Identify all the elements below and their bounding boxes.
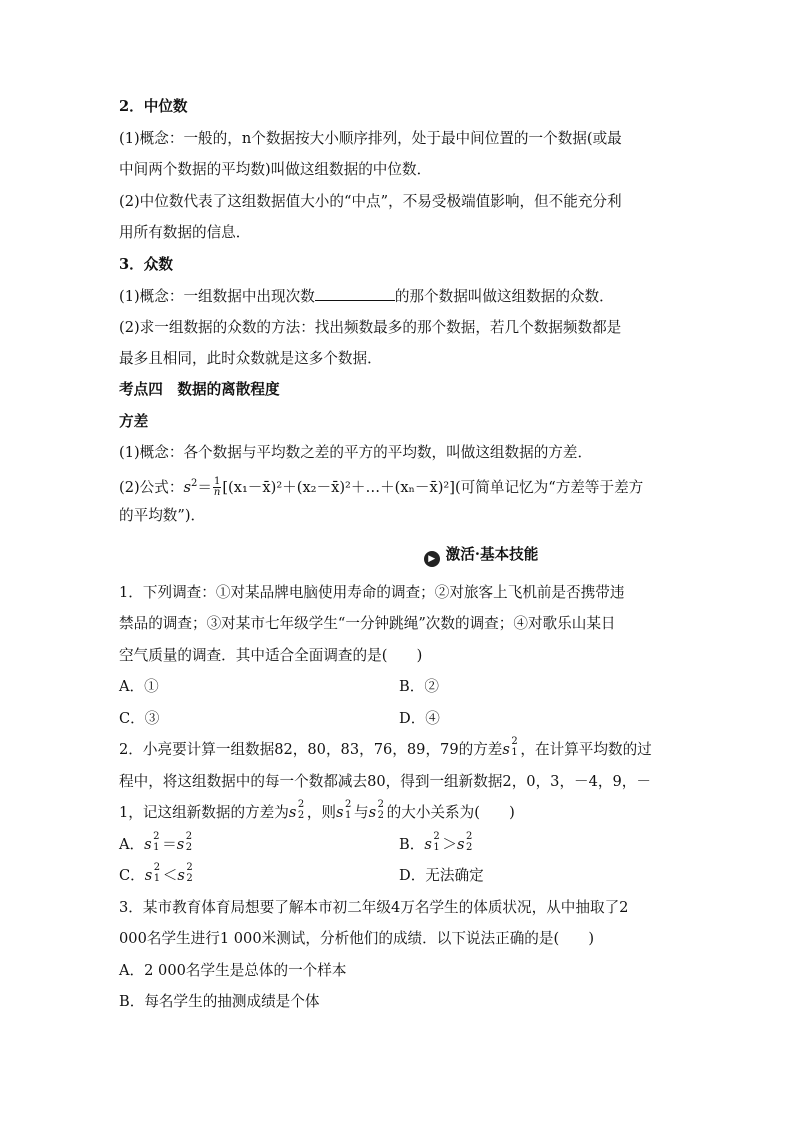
q2-line3: [119, 799, 515, 823]
q2-option-c-label: C．: [119, 867, 145, 884]
relation-greater: ＞: [442, 836, 457, 853]
q2-option-a[interactable]: [119, 831, 195, 855]
s1-squared: s 2 1: [424, 831, 440, 853]
mode-concept-pre: (1)概念：一组数据中出现次数: [119, 288, 315, 305]
dispersion-heading: 考点四 数据的离散程度: [119, 381, 280, 398]
q1-option-a[interactable]: A．①: [119, 678, 159, 695]
mode-method-line1: (2)求一组数据的众数的方法：找出频数最多的那个数据，若几个数据频数都是: [119, 319, 622, 336]
q2-line1: [119, 736, 652, 760]
q1-line3: 空气质量的调查．其中适合全面调查的是( ): [119, 647, 423, 664]
fill-in-blank[interactable]: [315, 286, 395, 301]
q1-option-b[interactable]: B．②: [399, 678, 439, 695]
s2-squared: s 2 2: [288, 799, 305, 821]
formula-postfix: (可简单记忆为“方差等于差方: [454, 478, 644, 496]
q1-line2: 禁品的调查；③对某市七年级学生“一分钟跳绳”次数的调查；④对歌乐山某日: [119, 615, 616, 632]
formula-prefix: (2)公式：: [119, 478, 184, 496]
variance-formula: (2)公式：$s^2=$ $\frac{1}{n}$ [(x₁－x̄)²＋(x₂－x̄)²＋…＋(xₙ－x̄)²](可简单记忆为“方差等于差方: [119, 476, 644, 499]
section-banner: [316, 545, 646, 567]
q2-line3-c: 与: [354, 804, 369, 821]
q1-option-c[interactable]: C．③: [119, 710, 160, 727]
q2-line2: 程中，将这组数据中的每一个数都减去80，得到一组新数据2，0，3，－4，9，－: [119, 773, 651, 790]
q2-line1-pre: 2．小亮要计算一组数据82，80，83，76，89，79的方差: [119, 741, 503, 758]
banner-title: 激活·基本技能: [445, 546, 539, 563]
q3-line1: 3．某市教育体育局想要了解本市初二年级4万名学生的体质状况，从中抽取了2: [119, 899, 629, 916]
variance-subheading: 方差: [119, 413, 149, 430]
q2-line3-d: 的大小关系为( ): [386, 804, 515, 821]
s2-squared: s 2 2: [456, 831, 473, 853]
formula-exponent: 2: [190, 478, 198, 489]
median-heading: 2．中位数: [119, 98, 188, 115]
median-concept-line2: 中间两个数据的平均数)叫做这组数据的中位数．: [119, 161, 432, 178]
s2-squared: s 2 2: [176, 831, 193, 853]
mode-concept-post: 的那个数据叫做这组数据的众数．: [394, 288, 614, 305]
mode-concept: [119, 286, 614, 307]
q2-option-d[interactable]: D．无法确定: [399, 867, 484, 884]
median-concept-line1: (1)概念：一般的，n个数据按大小顺序排列，处于最中间位置的一个数据(或最: [119, 130, 622, 147]
q2-option-b[interactable]: [399, 831, 475, 855]
q1-line1: 1．下列调查：①对某品牌电脑使用寿命的调查；②对旅客上飞机前是否携带违: [119, 584, 625, 601]
q2-option-a-label: A．: [119, 836, 145, 853]
q2-option-b-label: B．: [399, 836, 425, 853]
s1-squared: s 2 1: [144, 831, 160, 853]
s2-squared: s 2 2: [177, 862, 193, 884]
q2-line1-post: ，在计算平均数的过: [520, 741, 652, 758]
q3-option-b[interactable]: B．每名学生的抽测成绩是个体: [119, 993, 320, 1010]
q1-option-d[interactable]: D．④: [399, 710, 440, 727]
formula-body: [(x₁－x̄)²＋(x₂－x̄)²＋…＋(xₙ－x̄)²]: [222, 478, 455, 496]
s1-squared: s 2 1: [502, 736, 518, 758]
s1-squared: s 2 1: [336, 799, 352, 821]
formula-s: s: [183, 478, 191, 496]
q3-line2: 000名学生进行1 000米测试，分析他们的成绩．以下说法正确的是( ): [119, 930, 595, 947]
q2-line3-b: ，则: [306, 804, 337, 821]
median-point-line1: (2)中位数代表了这组数据值大小的“中点”，不易受极端值影响，但不能充分利: [119, 193, 622, 210]
q2-option-c[interactable]: [119, 862, 195, 886]
mode-method-line2: 最多且相同，此时众数就是这多个数据．: [119, 350, 382, 367]
s2-squared: s 2 2: [368, 799, 385, 821]
mode-heading: 3．众数: [119, 256, 173, 273]
play-circle-icon: ▶: [424, 551, 440, 567]
q2-line3-a: 1，记这组新数据的方差为: [119, 804, 289, 821]
q3-option-a[interactable]: A．2 000名学生是总体的一个样本: [119, 962, 347, 979]
median-point-line2: 用所有数据的信息．: [119, 224, 251, 241]
variance-formula-line2: 的平均数”)．: [119, 507, 206, 524]
s1-squared: s 2 1: [144, 862, 161, 884]
variance-concept: (1)概念：各个数据与平均数之差的平方的平均数，叫做这组数据的方差．: [119, 444, 593, 461]
formula-fraction: $\frac{1}{n}$: [213, 476, 221, 499]
relation-equal: ＝: [162, 836, 177, 853]
relation-less: ＜: [162, 867, 178, 884]
